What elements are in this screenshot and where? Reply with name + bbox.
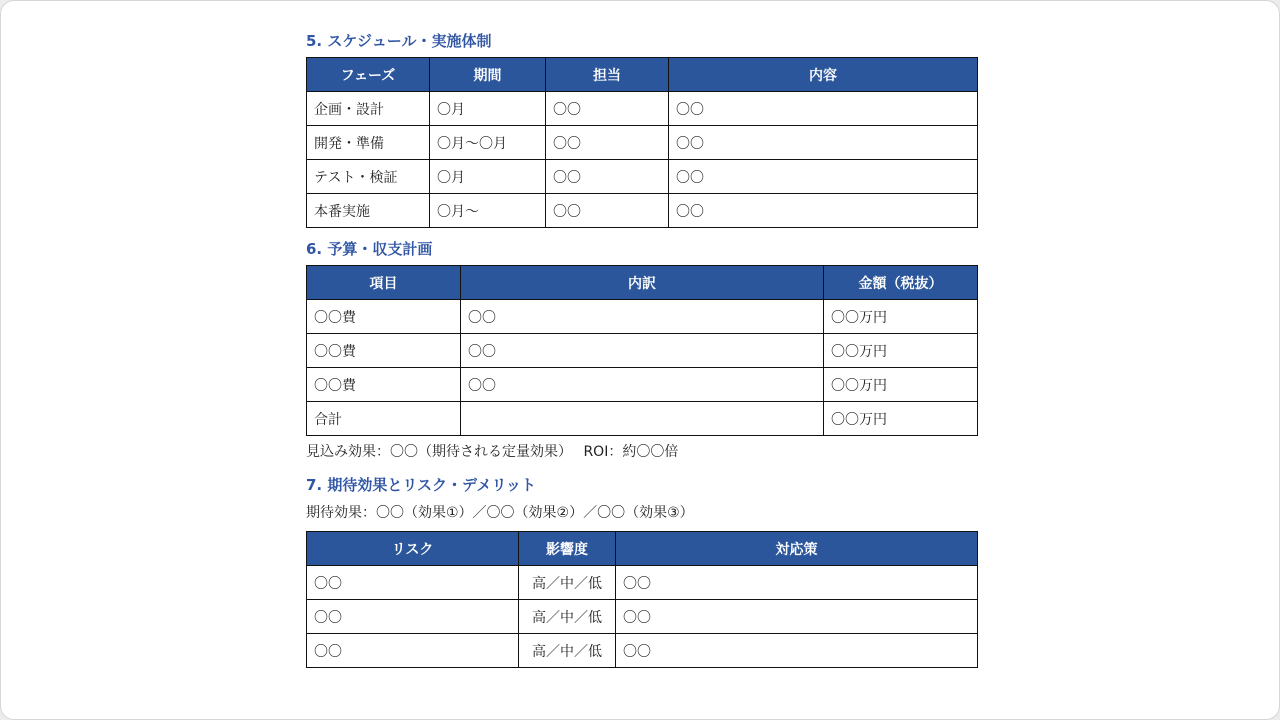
column-header: リスク xyxy=(307,532,519,566)
column-header: フェーズ xyxy=(307,58,430,92)
table-cell: 〇〇 xyxy=(669,194,978,228)
table-cell: 企画・設計 xyxy=(307,92,430,126)
table-row xyxy=(307,160,978,194)
table-cell: 〇〇 xyxy=(546,92,669,126)
table-cell: 〇〇万円 xyxy=(824,368,978,402)
table-cell: 〇〇万円 xyxy=(824,402,978,436)
table-cell: 〇〇万円 xyxy=(824,334,978,368)
table-cell: 〇〇 xyxy=(307,566,519,600)
table-cell: テスト・検証 xyxy=(307,160,430,194)
table-cell: 〇月〜 xyxy=(430,194,546,228)
table-cell: 〇月〜〇月 xyxy=(430,126,546,160)
column-header: 内訳 xyxy=(461,266,824,300)
table-row-total xyxy=(307,402,978,436)
table-cell: 本番実施 xyxy=(307,194,430,228)
table-header-row xyxy=(307,532,978,566)
table-row xyxy=(307,300,978,334)
table-cell: 〇〇万円 xyxy=(824,300,978,334)
table-cell: 〇〇 xyxy=(461,368,824,402)
table-cell: 〇〇費 xyxy=(307,300,461,334)
table-cell: 〇〇 xyxy=(616,634,978,668)
table-row xyxy=(307,92,978,126)
table-cell: 開発・準備 xyxy=(307,126,430,160)
table-cell: 〇〇 xyxy=(669,92,978,126)
table-cell: 〇〇 xyxy=(669,160,978,194)
table-cell: 〇〇 xyxy=(669,126,978,160)
table-cell: 〇〇 xyxy=(307,634,519,668)
section-heading-schedule: 5. スケジュール・実施体制 xyxy=(306,32,492,50)
table-cell: 〇〇費 xyxy=(307,368,461,402)
column-header: 金額（税抜） xyxy=(824,266,978,300)
table-cell: 〇〇 xyxy=(616,600,978,634)
table-cell: 〇〇 xyxy=(546,160,669,194)
column-header: 影響度 xyxy=(519,532,616,566)
budget-table xyxy=(306,265,978,436)
column-header: 項目 xyxy=(307,266,461,300)
table-cell: 合計 xyxy=(307,402,461,436)
table-cell: 高／中／低 xyxy=(519,634,616,668)
effects-note: 期待効果：〇〇（効果①）／〇〇（効果②）／〇〇（効果③） xyxy=(306,505,694,521)
table-header-row xyxy=(307,58,978,92)
table-row xyxy=(307,334,978,368)
table-cell: 〇〇 xyxy=(616,566,978,600)
section-heading-budget: 6. 予算・収支計画 xyxy=(306,240,433,258)
table-cell: 高／中／低 xyxy=(519,566,616,600)
table-row xyxy=(307,634,978,668)
column-header: 期間 xyxy=(430,58,546,92)
table-cell: 〇月 xyxy=(430,92,546,126)
table-cell: 〇月 xyxy=(430,160,546,194)
table-cell: 高／中／低 xyxy=(519,600,616,634)
budget-note: 見込み効果：〇〇（期待される定量効果） ROI：約〇〇倍 xyxy=(306,444,679,460)
table-cell xyxy=(461,402,824,436)
table-row xyxy=(307,600,978,634)
section-heading-effects: 7. 期待効果とリスク・デメリット xyxy=(306,476,536,494)
table-cell: 〇〇費 xyxy=(307,334,461,368)
risk-table xyxy=(306,531,978,668)
table-row xyxy=(307,368,978,402)
table-header-row xyxy=(307,266,978,300)
table-cell: 〇〇 xyxy=(546,194,669,228)
table-cell: 〇〇 xyxy=(461,300,824,334)
table-cell: 〇〇 xyxy=(461,334,824,368)
column-header: 内容 xyxy=(669,58,978,92)
table-cell: 〇〇 xyxy=(307,600,519,634)
document-content xyxy=(306,31,977,668)
table-row xyxy=(307,194,978,228)
table-row xyxy=(307,566,978,600)
column-header: 担当 xyxy=(546,58,669,92)
table-cell: 〇〇 xyxy=(546,126,669,160)
table-row xyxy=(307,126,978,160)
column-header: 対応策 xyxy=(616,532,978,566)
schedule-table xyxy=(306,57,978,228)
